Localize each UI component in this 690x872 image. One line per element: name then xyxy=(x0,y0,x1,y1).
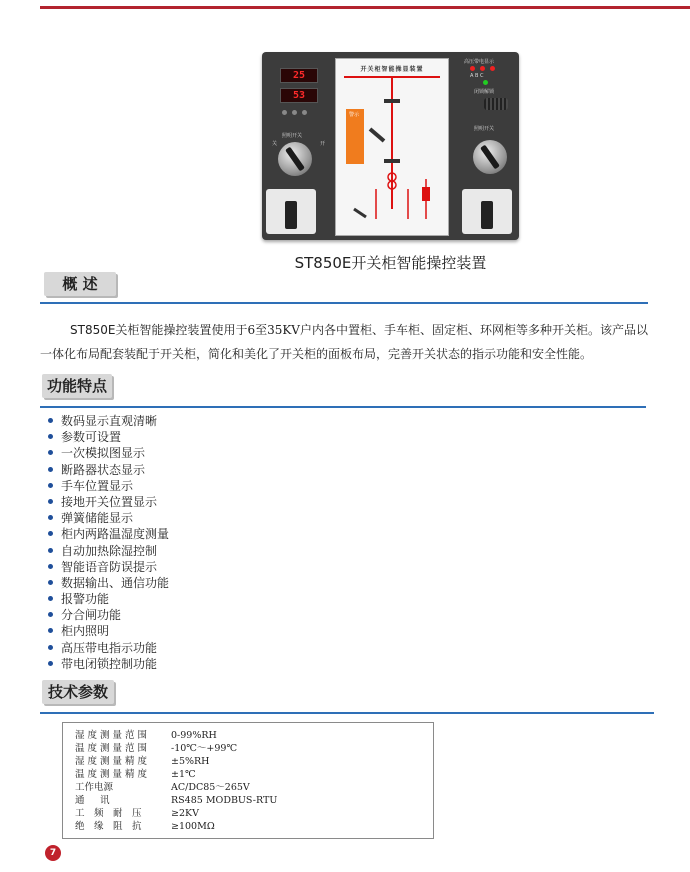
bullet-icon xyxy=(48,628,53,633)
bullet-icon xyxy=(48,580,53,585)
list-item: 数据输出、通信功能 xyxy=(48,575,169,591)
bullet-icon xyxy=(48,661,53,666)
bullet-icon xyxy=(48,483,53,488)
left-selector-switch xyxy=(266,189,316,234)
panel-button-icon xyxy=(292,110,297,115)
section-underline xyxy=(40,302,648,304)
section-underline xyxy=(40,712,654,714)
list-item: 弹簧储能显示 xyxy=(48,510,169,526)
list-item: 分合闸功能 xyxy=(48,607,169,623)
bullet-icon xyxy=(48,499,53,504)
right-selector-switch xyxy=(462,189,512,234)
label-lock: 闭锁解锁 xyxy=(474,89,495,95)
list-item: 数码显示直观清晰 xyxy=(48,413,169,429)
table-row: 湿度测量精度 ±5%RH xyxy=(75,756,210,767)
section-title: 概 述 xyxy=(44,272,116,296)
params-table xyxy=(62,722,434,839)
list-item: 自动加热除湿控制 xyxy=(48,543,169,559)
list-item: 断路器状态显示 xyxy=(48,462,169,478)
label-light-switch-right: 照明开关 xyxy=(474,126,495,132)
bullet-icon xyxy=(48,645,53,650)
top-rule xyxy=(40,6,690,9)
led-a-icon xyxy=(470,66,475,71)
overview-text-1: 使用于6至35KV户内各中置柜、手车柜、固定柜、环网柜等多种开关柜。该产品以 xyxy=(211,323,648,337)
list-item: 接地开关位置显示 xyxy=(48,494,169,510)
page-number: 7 xyxy=(45,845,61,861)
label-close: 关 xyxy=(272,141,278,147)
list-item: 高压带电指示功能 xyxy=(48,640,169,656)
table-row: 温度测量范围 -10℃～+99℃ xyxy=(75,743,238,754)
label-light-switch: 照明开关 xyxy=(282,133,303,139)
overview-lead: ST850E关柜智能操控装置 xyxy=(70,323,212,337)
bullet-icon xyxy=(48,418,53,423)
lock-led-icon xyxy=(483,80,488,85)
section-underline xyxy=(40,406,646,408)
bullet-icon xyxy=(48,596,53,601)
bullet-icon xyxy=(48,467,53,472)
table-row: 绝 缘 阻 抗 ≥100MΩ xyxy=(75,821,215,832)
table-row: 工作电源 AC/DC85～265V xyxy=(75,782,250,793)
display-bottom: 53 xyxy=(280,88,318,103)
label-abc: A B C xyxy=(470,73,484,79)
table-row: 工 频 耐 压 ≥2KV xyxy=(75,808,199,819)
list-item: 带电闭锁控制功能 xyxy=(48,656,169,672)
panel-button-icon xyxy=(302,110,307,115)
list-item: 手车位置显示 xyxy=(48,478,169,494)
right-knob-icon xyxy=(473,140,507,174)
bullet-icon xyxy=(48,515,53,520)
list-item: 报警功能 xyxy=(48,591,169,607)
led-c-icon xyxy=(490,66,495,71)
single-line-diagram-icon xyxy=(336,59,448,235)
product-caption: ST850E开关柜智能操控装置 xyxy=(294,254,487,272)
left-knob-icon xyxy=(278,142,312,176)
bullet-icon xyxy=(48,564,53,569)
bullet-icon xyxy=(48,450,53,455)
bullet-icon xyxy=(48,548,53,553)
list-item: 参数可设置 xyxy=(48,429,169,445)
overview-text-2: 一体化布局配套装配于开关柜，简化和美化了开关柜的面板布局，完善开关状态的指示功能和安全性能。 xyxy=(40,347,593,361)
led-b-icon xyxy=(480,66,485,71)
feature-list xyxy=(48,413,169,672)
label-hv-indicator: 高压带电显示 xyxy=(464,59,495,65)
bullet-icon xyxy=(48,434,53,439)
overview-paragraph xyxy=(40,318,658,366)
label-open: 开 xyxy=(320,141,326,147)
section-title: 技术参数 xyxy=(42,680,114,704)
table-row: 通 讯 RS485 MODBUS-RTU xyxy=(75,795,278,806)
section-title: 功能特点 xyxy=(42,374,112,398)
bullet-icon xyxy=(48,612,53,617)
list-item: 智能语音防误提示 xyxy=(48,559,169,575)
product-image xyxy=(262,52,519,240)
panel-button-icon xyxy=(282,110,287,115)
mimic-title: 开关柜智能操显装置 xyxy=(360,66,424,73)
list-item: 柜内两路温湿度测量 xyxy=(48,526,169,542)
warning-label: 警示 xyxy=(346,109,364,164)
list-item: 一次模拟图显示 xyxy=(48,445,169,461)
speaker-grill-icon xyxy=(484,98,508,110)
table-row: 湿度测量范围 0-99%RH xyxy=(75,730,217,741)
table-row: 温度测量精度 ±1℃ xyxy=(75,769,196,780)
list-item: 柜内照明 xyxy=(48,623,169,639)
bullet-icon xyxy=(48,531,53,536)
display-top: 25 xyxy=(280,68,318,83)
mimic-panel xyxy=(335,58,449,236)
